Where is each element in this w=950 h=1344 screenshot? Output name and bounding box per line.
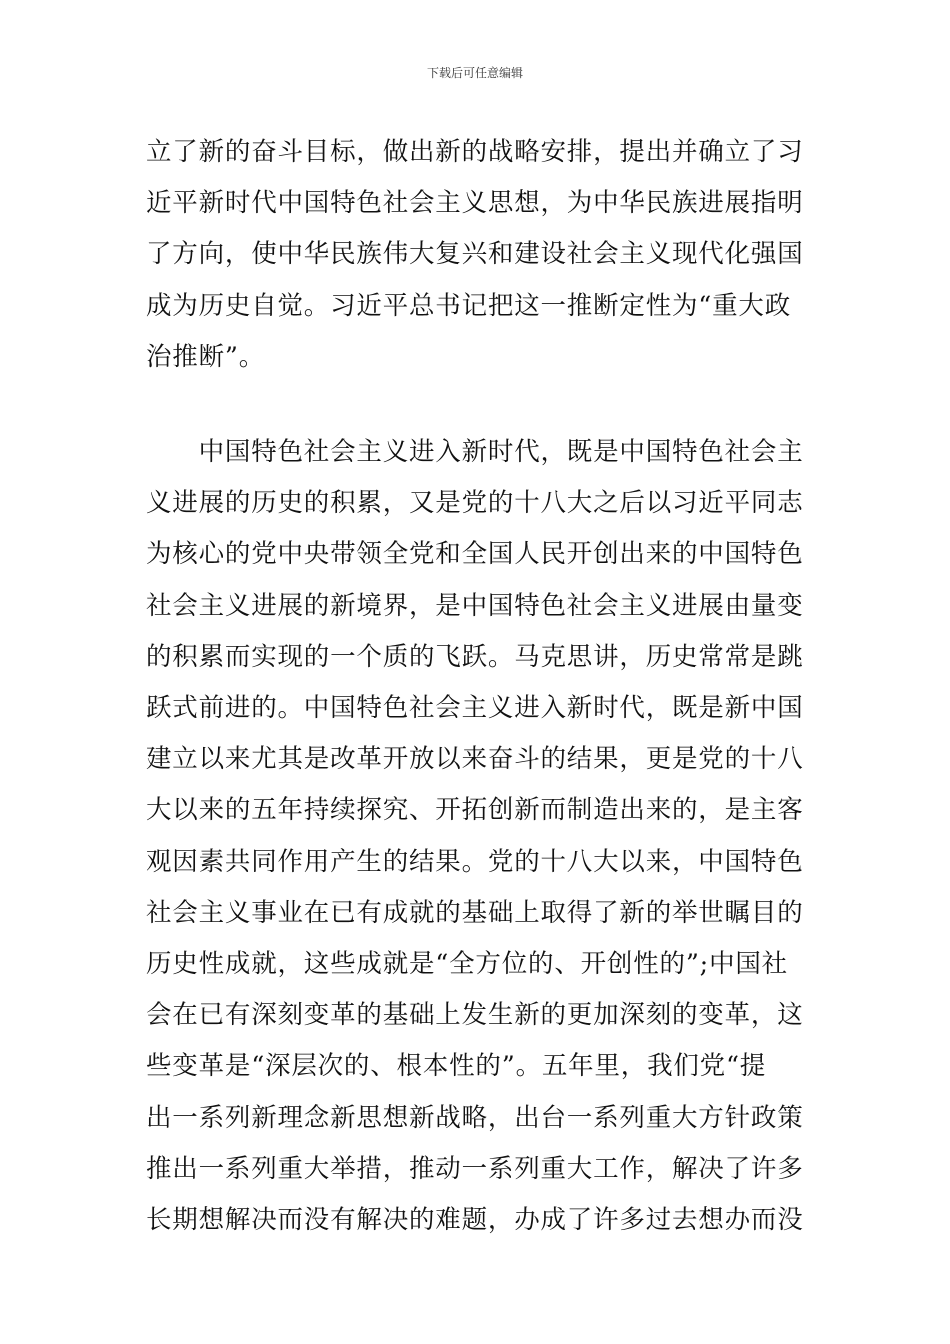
text-line: 了方向，使中华民族伟大复兴和建设社会主义现代化强国 — [146, 239, 804, 270]
text-line: 建立以来尤其是改革开放以来奋斗的结果，更是党的十八 — [146, 744, 804, 775]
text-line: 跃式前进的。中国特色社会主义进入新时代，既是新中国 — [146, 693, 804, 724]
text-line: 成为历史自觉。习近平总书记把这一推断定性为“重大政 — [146, 290, 792, 321]
text-line: 观因素共同作用产生的结果。党的十八大以来，中国特色 — [146, 846, 804, 877]
text-line: 社会主义事业在已有成就的基础上取得了新的举世瞩目的 — [146, 897, 804, 928]
text-line: 的积累而实现的一个质的飞跃。马克思讲，历史常常是跳 — [146, 641, 804, 672]
body-paragraph-1 — [146, 127, 804, 383]
text-line: 历史性成就，这些成就是“全方位的、开创性的”;中国社 — [146, 949, 788, 980]
text-line: 会在已有深刻变革的基础上发生新的更加深刻的变革，这 — [146, 1000, 804, 1031]
text-line: 出一系列新理念新思想新战略，出台一系列重大方针政策 — [146, 1102, 804, 1133]
text-line: 立了新的奋斗目标，做出新的战略安排，提出并确立了习 — [146, 137, 804, 167]
text-line: 些变革是“深层次的、根本性的”。五年里，我们党“提 — [146, 1051, 767, 1082]
text-line: 为核心的党中央带领全党和全国人民开创出来的中国特色 — [146, 539, 804, 570]
text-line: 社会主义进展的新境界，是中国特色社会主义进展由量变 — [146, 590, 804, 621]
body-paragraph-2 — [146, 427, 804, 1246]
text-line: 义进展的历史的积累，又是党的十八大之后以习近平同志 — [146, 488, 804, 519]
text-line: 大以来的五年持续探究、开拓创新而制造出来的，是主客 — [146, 795, 804, 826]
page-header-note: 下载后可任意编辑 — [426, 66, 523, 80]
text-line: 中国特色社会主义进入新时代，既是中国特色社会主 — [146, 437, 804, 467]
text-line: 长期想解决而没有解决的难题，办成了许多过去想办而没 — [146, 1205, 804, 1236]
text-line: 推出一系列重大举措，推动一系列重大工作，解决了许多 — [146, 1153, 804, 1184]
text-line: 治推断”。 — [146, 341, 266, 372]
text-line: 近平新时代中国特色社会主义思想，为中华民族进展指明 — [146, 188, 804, 219]
